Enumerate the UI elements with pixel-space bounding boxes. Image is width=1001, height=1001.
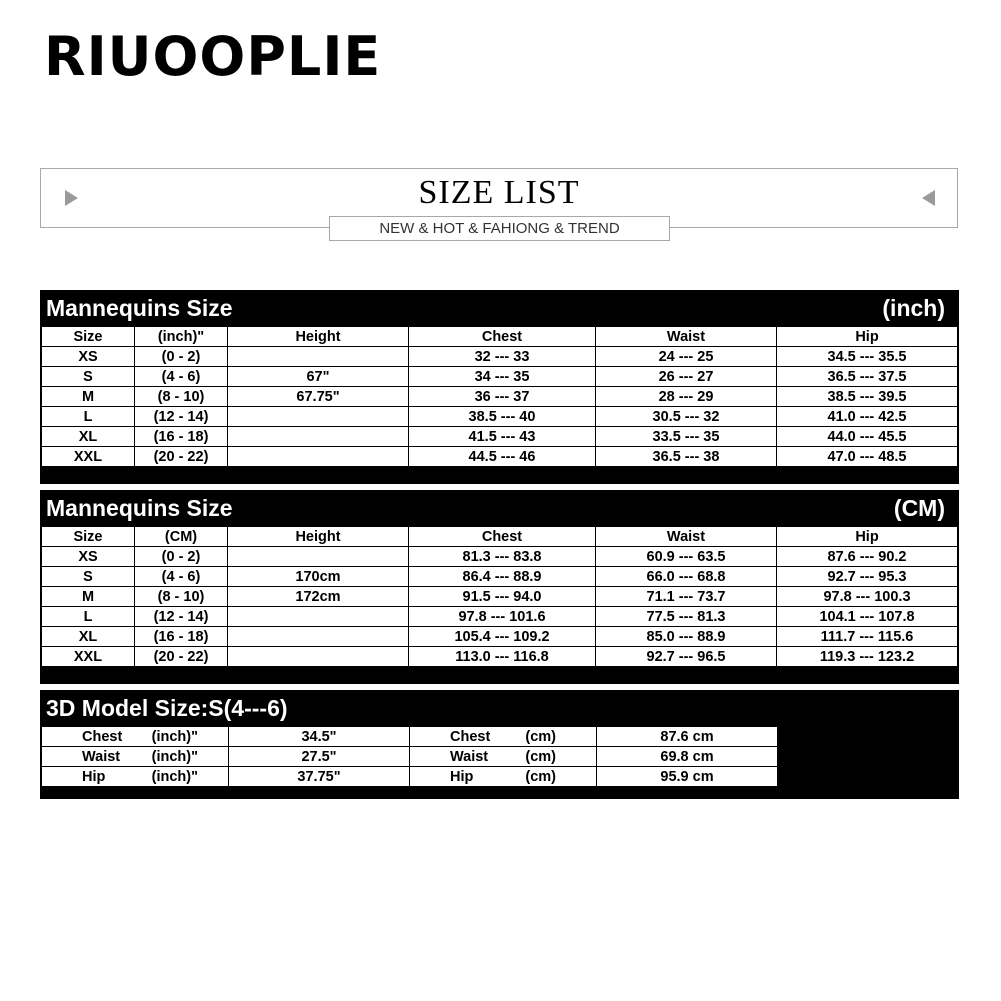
table-cell: 60.9 --- 63.5 xyxy=(596,547,777,567)
table-header-row xyxy=(42,327,958,347)
table-cell: 97.8 --- 101.6 xyxy=(409,607,596,627)
table-cell: 34.5 --- 35.5 xyxy=(777,347,958,367)
table-cell: 44.0 --- 45.5 xyxy=(777,427,958,447)
measure-unit: (inch)" xyxy=(151,748,198,765)
triangle-left-icon xyxy=(922,190,935,206)
table-cell: S xyxy=(42,567,135,587)
table-cell: L xyxy=(42,407,135,427)
inch-measure-value: 27.5" xyxy=(229,747,410,767)
cm-measure-label xyxy=(410,767,597,787)
table-row xyxy=(42,547,958,567)
table-cell: 41.0 --- 42.5 xyxy=(777,407,958,427)
table-cell: 36 --- 37 xyxy=(409,387,596,407)
table-cell: XL xyxy=(42,627,135,647)
inch-panel-header xyxy=(40,290,959,326)
header-cell: Hip xyxy=(777,527,958,547)
cm-measure-value: 95.9 cm xyxy=(597,767,778,787)
model-panel-header xyxy=(40,690,959,726)
header-cell: (CM) xyxy=(135,527,228,547)
header-cell: Chest xyxy=(409,327,596,347)
header-cell: Waist xyxy=(596,327,777,347)
table-cell: 24 --- 25 xyxy=(596,347,777,367)
table-cell: XS xyxy=(42,347,135,367)
inch-table-body xyxy=(42,347,958,467)
table-cell: XL xyxy=(42,427,135,447)
header-cell: Height xyxy=(228,327,409,347)
table-cell: 67.75" xyxy=(228,387,409,407)
measure-name: Waist xyxy=(82,748,121,765)
table-row xyxy=(42,447,958,467)
header-cell: Size xyxy=(42,527,135,547)
banner-title: SIZE LIST xyxy=(418,174,580,211)
table-cell: (8 - 10) xyxy=(135,387,228,407)
header-cell: Hip xyxy=(777,327,958,347)
model-size-table xyxy=(41,726,778,787)
table-cell xyxy=(228,427,409,447)
table-cell: 38.5 --- 39.5 xyxy=(777,387,958,407)
measure-name: Chest xyxy=(82,728,123,745)
panel-unit: (CM) xyxy=(893,494,945,521)
table-cell: 86.4 --- 88.9 xyxy=(409,567,596,587)
table-cell: 44.5 --- 46 xyxy=(409,447,596,467)
table-row xyxy=(42,607,958,627)
inch-size-table xyxy=(41,326,958,467)
inch-measure-value: 34.5" xyxy=(229,727,410,747)
header-cell: Size xyxy=(42,327,135,347)
table-cell: 41.5 --- 43 xyxy=(409,427,596,447)
table-cell: (4 - 6) xyxy=(135,367,228,387)
table-cell: M xyxy=(42,587,135,607)
table-cell: 66.0 --- 68.8 xyxy=(596,567,777,587)
table-row xyxy=(42,347,958,367)
cm-table-body xyxy=(42,547,958,667)
table-cell: (20 - 22) xyxy=(135,447,228,467)
table-cell: 77.5 --- 81.3 xyxy=(596,607,777,627)
table-cell: (12 - 14) xyxy=(135,407,228,427)
table-header-row xyxy=(42,527,958,547)
table-cell: 92.7 --- 95.3 xyxy=(777,567,958,587)
table-cell: 97.8 --- 100.3 xyxy=(777,587,958,607)
table-cell: M xyxy=(42,387,135,407)
table-cell: 71.1 --- 73.7 xyxy=(596,587,777,607)
table-cell: 87.6 --- 90.2 xyxy=(777,547,958,567)
table-row xyxy=(42,747,778,767)
header-cell: (inch)" xyxy=(135,327,228,347)
panel-title: 3D Model Size:S(4---6) xyxy=(46,694,288,721)
table-row xyxy=(42,587,958,607)
panel-title: Mannequins Size xyxy=(46,294,233,321)
table-row xyxy=(42,407,958,427)
cm-panel-header xyxy=(40,490,959,526)
table-cell: 26 --- 27 xyxy=(596,367,777,387)
header-cell: Waist xyxy=(596,527,777,547)
measure-unit: (cm) xyxy=(525,728,556,745)
cm-measure-value: 87.6 cm xyxy=(597,727,778,747)
table-cell xyxy=(228,407,409,427)
header-cell: Height xyxy=(228,527,409,547)
table-cell: 119.3 --- 123.2 xyxy=(777,647,958,667)
panel-unit: (inch) xyxy=(882,294,945,321)
table-cell: (20 - 22) xyxy=(135,647,228,667)
cm-measure-label xyxy=(410,747,597,767)
measure-unit: (cm) xyxy=(525,768,556,785)
table-cell: XXL xyxy=(42,447,135,467)
measure-name: Waist xyxy=(450,748,489,765)
table-cell: 81.3 --- 83.8 xyxy=(409,547,596,567)
table-row xyxy=(42,427,958,447)
cm-size-table xyxy=(41,526,958,667)
table-cell: 172cm xyxy=(228,587,409,607)
cm-measure-label xyxy=(410,727,597,747)
banner-subtitle: NEW & HOT & FAHIONG & TREND xyxy=(329,216,670,241)
table-cell xyxy=(228,627,409,647)
table-cell: 36.5 --- 38 xyxy=(596,447,777,467)
table-cell xyxy=(228,347,409,367)
table-row xyxy=(42,387,958,407)
table-cell: 113.0 --- 116.8 xyxy=(409,647,596,667)
table-cell: XS xyxy=(42,547,135,567)
table-row xyxy=(42,367,958,387)
measure-unit: (inch)" xyxy=(151,768,198,785)
table-cell: 85.0 --- 88.9 xyxy=(596,627,777,647)
table-cell: 91.5 --- 94.0 xyxy=(409,587,596,607)
table-cell: (16 - 18) xyxy=(135,627,228,647)
table-cell: 170cm xyxy=(228,567,409,587)
table-cell: (0 - 2) xyxy=(135,347,228,367)
table-cell: (0 - 2) xyxy=(135,547,228,567)
brand-logo-text: RIUOOPLIE xyxy=(44,25,382,88)
model-size-panel xyxy=(40,690,959,799)
table-cell xyxy=(228,547,409,567)
table-cell: (16 - 18) xyxy=(135,427,228,447)
table-cell: (8 - 10) xyxy=(135,587,228,607)
table-row xyxy=(42,727,778,747)
table-cell: 67" xyxy=(228,367,409,387)
table-cell: L xyxy=(42,607,135,627)
table-cell xyxy=(228,607,409,627)
measure-name: Hip xyxy=(82,768,106,785)
table-cell: 104.1 --- 107.8 xyxy=(777,607,958,627)
inch-measure-label xyxy=(42,747,229,767)
table-cell: 38.5 --- 40 xyxy=(409,407,596,427)
measure-unit: (cm) xyxy=(525,748,556,765)
inch-measure-value: 37.75" xyxy=(229,767,410,787)
table-cell: 32 --- 33 xyxy=(409,347,596,367)
table-cell: (4 - 6) xyxy=(135,567,228,587)
model-table-body xyxy=(42,727,778,787)
panel-title: Mannequins Size xyxy=(46,494,233,521)
table-cell: 30.5 --- 32 xyxy=(596,407,777,427)
table-cell: 47.0 --- 48.5 xyxy=(777,447,958,467)
inch-measure-label xyxy=(42,727,229,747)
inch-size-panel xyxy=(40,290,959,484)
table-cell: 34 --- 35 xyxy=(409,367,596,387)
measure-name: Chest xyxy=(450,728,491,745)
table-cell: S xyxy=(42,367,135,387)
measure-name: Hip xyxy=(450,768,474,785)
table-cell xyxy=(228,447,409,467)
table-row xyxy=(42,647,958,667)
table-cell: 28 --- 29 xyxy=(596,387,777,407)
header-cell: Chest xyxy=(409,527,596,547)
table-cell: 111.7 --- 115.6 xyxy=(777,627,958,647)
table-row xyxy=(42,627,958,647)
cm-measure-value: 69.8 cm xyxy=(597,747,778,767)
table-cell: 92.7 --- 96.5 xyxy=(596,647,777,667)
table-row xyxy=(42,567,958,587)
table-cell xyxy=(228,647,409,667)
table-cell: 33.5 --- 35 xyxy=(596,427,777,447)
inch-measure-label xyxy=(42,767,229,787)
table-cell: (12 - 14) xyxy=(135,607,228,627)
cm-size-panel xyxy=(40,490,959,684)
table-cell: 105.4 --- 109.2 xyxy=(409,627,596,647)
measure-unit: (inch)" xyxy=(151,728,198,745)
table-row xyxy=(42,767,778,787)
table-cell: 36.5 --- 37.5 xyxy=(777,367,958,387)
table-cell: XXL xyxy=(42,647,135,667)
